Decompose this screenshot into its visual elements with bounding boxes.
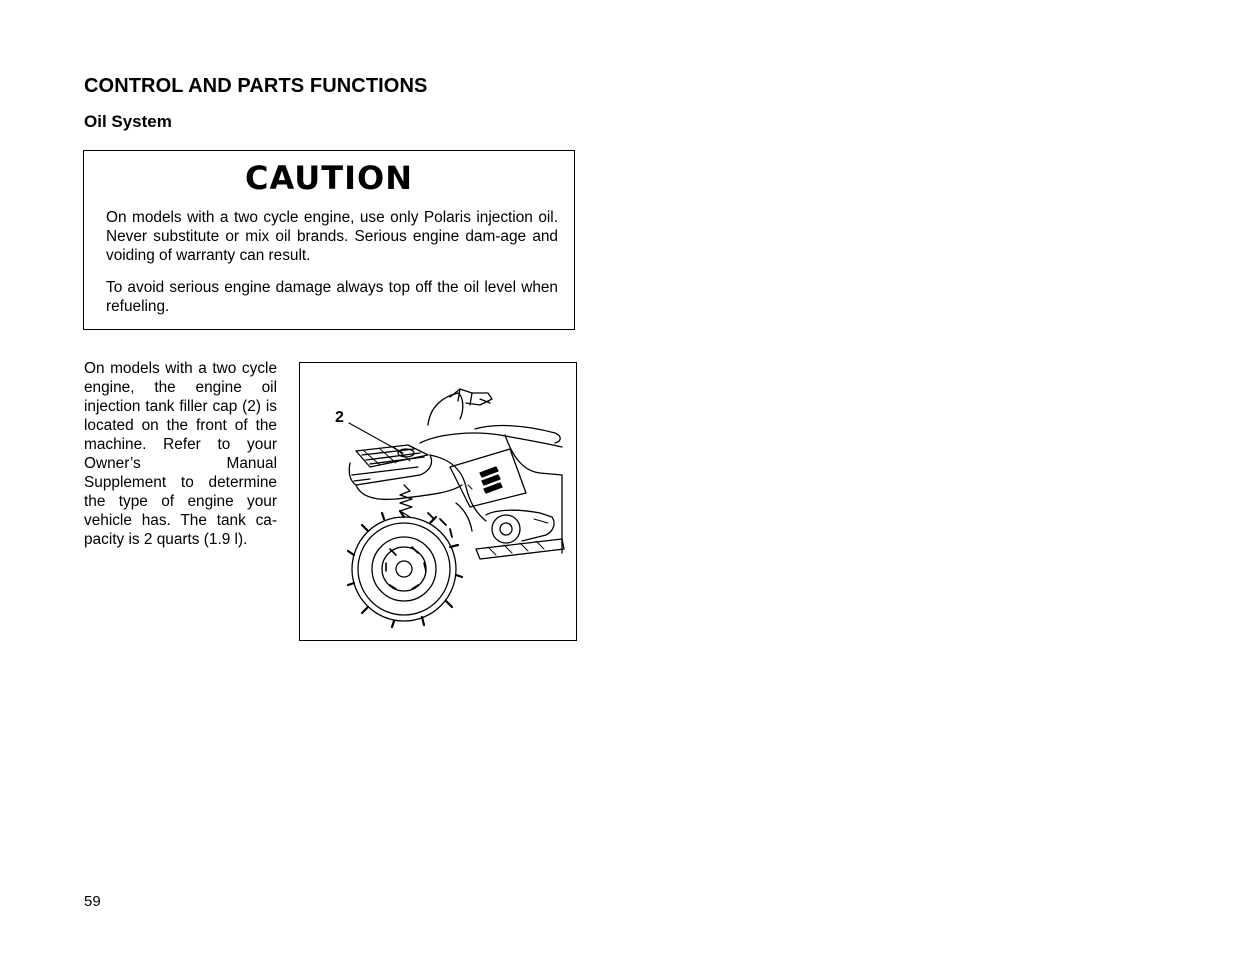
caution-paragraph-1: On models with a two cycle engine, use only Polaris injection oil. Never substitute or mix oil brands. Serious engine dam-age and voiding of warranty can result. (106, 209, 558, 264)
callout-label-filler-cap: 2 (335, 409, 344, 426)
caution-paragraph-2: To avoid serious engine damage always top off the oil level when refueling. (106, 279, 558, 315)
section-title: CONTROL AND PARTS FUNCTIONS (84, 75, 428, 97)
page-number: 59 (84, 893, 101, 910)
caution-box (83, 150, 575, 330)
caution-heading: CAUTION (245, 159, 413, 197)
atv-figure (299, 362, 577, 641)
oil-tank-description: On models with a two cycle engine, the engine oil injection tank filler cap (2) is located on the front of the machine. Refer to your Owner’s Manual Supplement to determine the type of engine your vehicle has. The tank ca-pacity is 2 quarts (1.9 l). (84, 360, 277, 548)
atv-front-illustration-icon (300, 363, 576, 640)
subsection-title: Oil System (84, 112, 172, 131)
